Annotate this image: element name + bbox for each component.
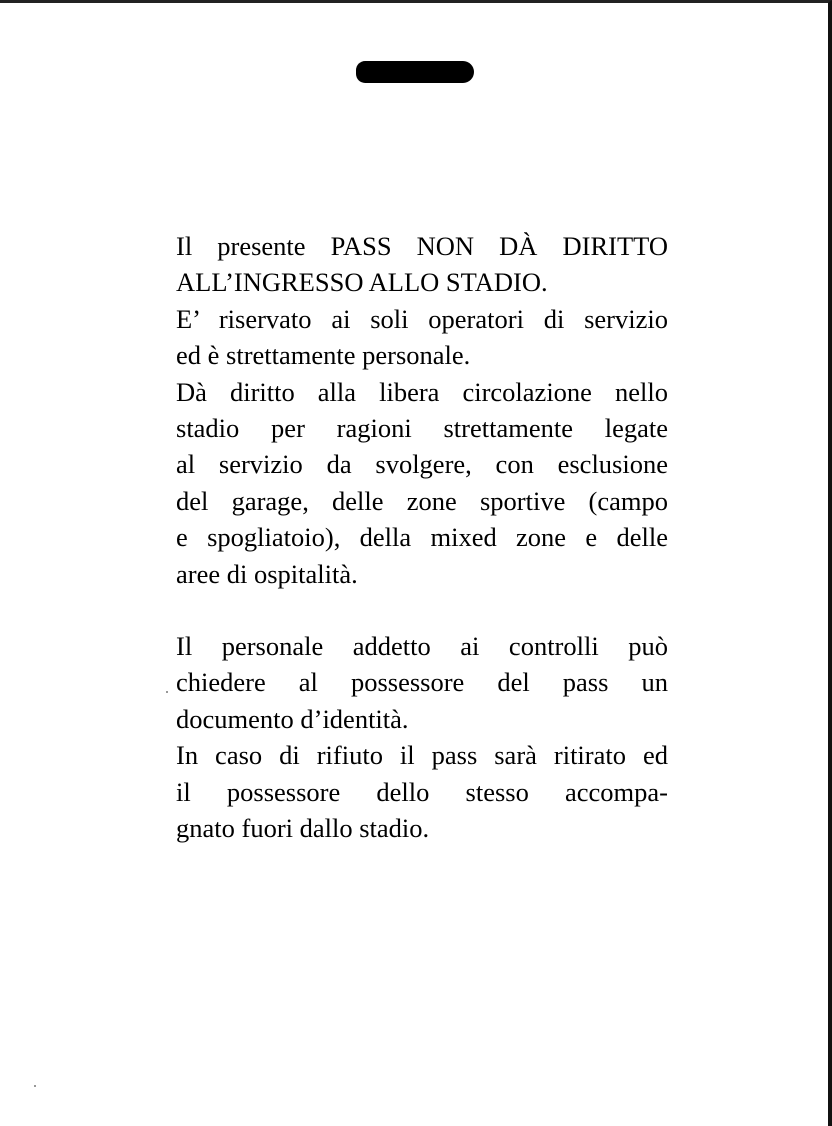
text-line: gnato fuori dallo stadio.: [176, 813, 430, 844]
text-line: del garage, delle zone sportive (campo: [176, 485, 668, 516]
paragraph-reserved: [176, 301, 668, 374]
text-line: documento d’identità.: [176, 703, 409, 734]
text-line: stadio per ragioni strettamente legate: [176, 413, 668, 444]
text-line: e spogliatoio), della mixed zone e delle: [176, 522, 668, 553]
text-line: Il personale addetto ai controlli può: [176, 631, 668, 662]
redaction-mark: [356, 61, 474, 83]
paragraph-circulation: [176, 374, 668, 592]
paragraph-identity-check: [176, 628, 668, 737]
paragraph-refusal: [176, 737, 668, 846]
pass-terms-text: [176, 228, 668, 847]
paragraph-no-entry: [176, 228, 668, 301]
text-line: aree di ospitalità.: [176, 558, 358, 589]
text-line: ALL’INGRESSO ALLO STADIO.: [176, 267, 548, 298]
dust-speck: [34, 1085, 36, 1087]
text-line: In caso di rifiuto il pass sarà ritirato ed: [176, 740, 668, 771]
text-line: chiedere al possessore del pass un: [176, 667, 668, 698]
text-line: ed è strettamente personale.: [176, 340, 471, 371]
text-line: E’ riservato ai soli operatori di servizio: [176, 303, 668, 334]
text-line: Il presente PASS NON DÀ DIRITTO: [176, 231, 668, 261]
text-line: Dà diritto alla libera circolazione nello: [176, 376, 668, 407]
text-line: al servizio da svolgere, con esclusione: [176, 449, 668, 480]
text-line: il possessore dello stesso accompa-: [176, 776, 668, 807]
dust-speck: [166, 691, 168, 693]
